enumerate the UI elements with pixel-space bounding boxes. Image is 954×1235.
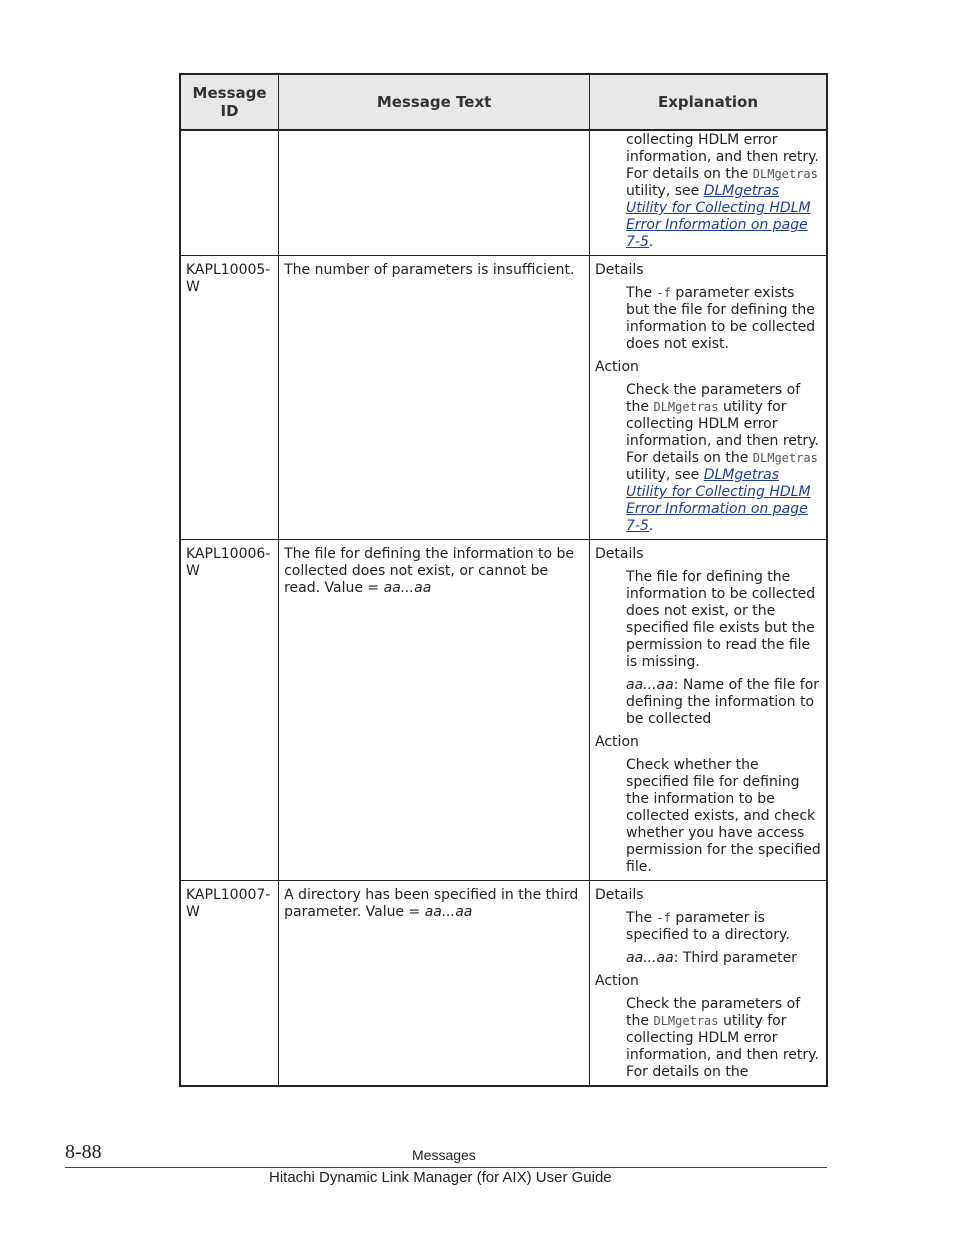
cell-explanation bbox=[590, 256, 827, 540]
details-label: Details bbox=[595, 887, 644, 903]
command-name: DLMgetras bbox=[653, 1014, 719, 1028]
cell-message-id: KAPL10005-W bbox=[180, 256, 279, 540]
footer-section: Messages bbox=[412, 1147, 476, 1163]
command-name: DLMgetras bbox=[752, 451, 818, 465]
details-label: Details bbox=[595, 262, 644, 278]
cell-id-empty bbox=[180, 130, 279, 256]
continuation-text: collecting HDLM error information, and then retry. For details on the DLMgetras utility, see DLMgetras Utility for Collecting HDLM Error Information on page 7-5. bbox=[626, 132, 819, 250]
variable-description: aa...aa: Third parameter bbox=[626, 950, 797, 966]
reference-link[interactable]: DLMgetras Utility for Collecting HDLM Error Information on page 7-5 bbox=[626, 183, 811, 250]
action-label: Action bbox=[595, 734, 639, 750]
details-text: The file for defining the information to be collected does not exist, or the specified file exists but the permission to read the file is missing. bbox=[626, 569, 816, 670]
details-text: The -f parameter is specified to a directory. bbox=[626, 910, 790, 943]
action-label: Action bbox=[595, 973, 639, 989]
table-row bbox=[180, 256, 827, 540]
option-name: -f bbox=[656, 911, 671, 925]
table-row bbox=[180, 881, 827, 1087]
action-label: Action bbox=[595, 359, 639, 375]
cell-text-empty bbox=[279, 130, 590, 256]
footer-divider bbox=[65, 1167, 827, 1168]
message-table bbox=[179, 73, 828, 1087]
command-name: DLMgetras bbox=[653, 400, 719, 414]
header-explanation: Explanation bbox=[590, 74, 827, 130]
cell-message-text: The file for defining the information to be collected does not exist, or cannot be read. Value = aa...aa bbox=[279, 540, 590, 881]
cell-explanation bbox=[590, 130, 827, 256]
details-label: Details bbox=[595, 546, 644, 562]
command-name: DLMgetras bbox=[752, 167, 818, 181]
details-text: The -f parameter exists but the file for defining the information to be collected does not exist. bbox=[626, 285, 816, 352]
cell-message-id: KAPL10007-W bbox=[180, 881, 279, 1087]
header-message-text: Message Text bbox=[279, 74, 590, 130]
header-message-id: Message ID bbox=[180, 74, 279, 130]
cell-message-id: KAPL10006-W bbox=[180, 540, 279, 881]
cell-message-text: The number of parameters is insufficient. bbox=[279, 256, 590, 540]
action-text: Check the parameters of the DLMgetras utility for collecting HDLM error information, and then retry. For details on the bbox=[626, 996, 819, 1080]
footer-doc-title: Hitachi Dynamic Link Manager (for AIX) User Guide bbox=[269, 1169, 612, 1186]
table-row-continuation bbox=[180, 130, 827, 256]
table-row bbox=[180, 540, 827, 881]
cell-explanation bbox=[590, 540, 827, 881]
option-name: -f bbox=[656, 286, 671, 300]
action-text: Check the parameters of the DLMgetras utility for collecting HDLM error information, and then retry. For details on the DLMgetras utility, see DLMgetras Utility for Collecting HDLM Error Information on page 7-5. bbox=[626, 382, 819, 534]
value-variable: aa...aa bbox=[626, 950, 674, 966]
reference-link[interactable]: DLMgetras Utility for Collecting HDLM Error Information on page 7-5 bbox=[626, 467, 811, 534]
cell-message-text: A directory has been specified in the third parameter. Value = aa...aa bbox=[279, 881, 590, 1087]
value-variable: aa...aa bbox=[626, 677, 674, 693]
table-header-row bbox=[180, 74, 827, 130]
cell-explanation bbox=[590, 881, 827, 1087]
value-variable: aa...aa bbox=[424, 904, 473, 920]
page-number: 8-88 bbox=[65, 1141, 102, 1163]
variable-description: aa...aa: Name of the file for defining the information to be collected bbox=[626, 677, 820, 727]
value-variable: aa...aa bbox=[383, 580, 432, 596]
action-text: Check whether the specified file for defining the information to be collected exists, and check whether you have access permission for the specified file. bbox=[626, 757, 821, 875]
